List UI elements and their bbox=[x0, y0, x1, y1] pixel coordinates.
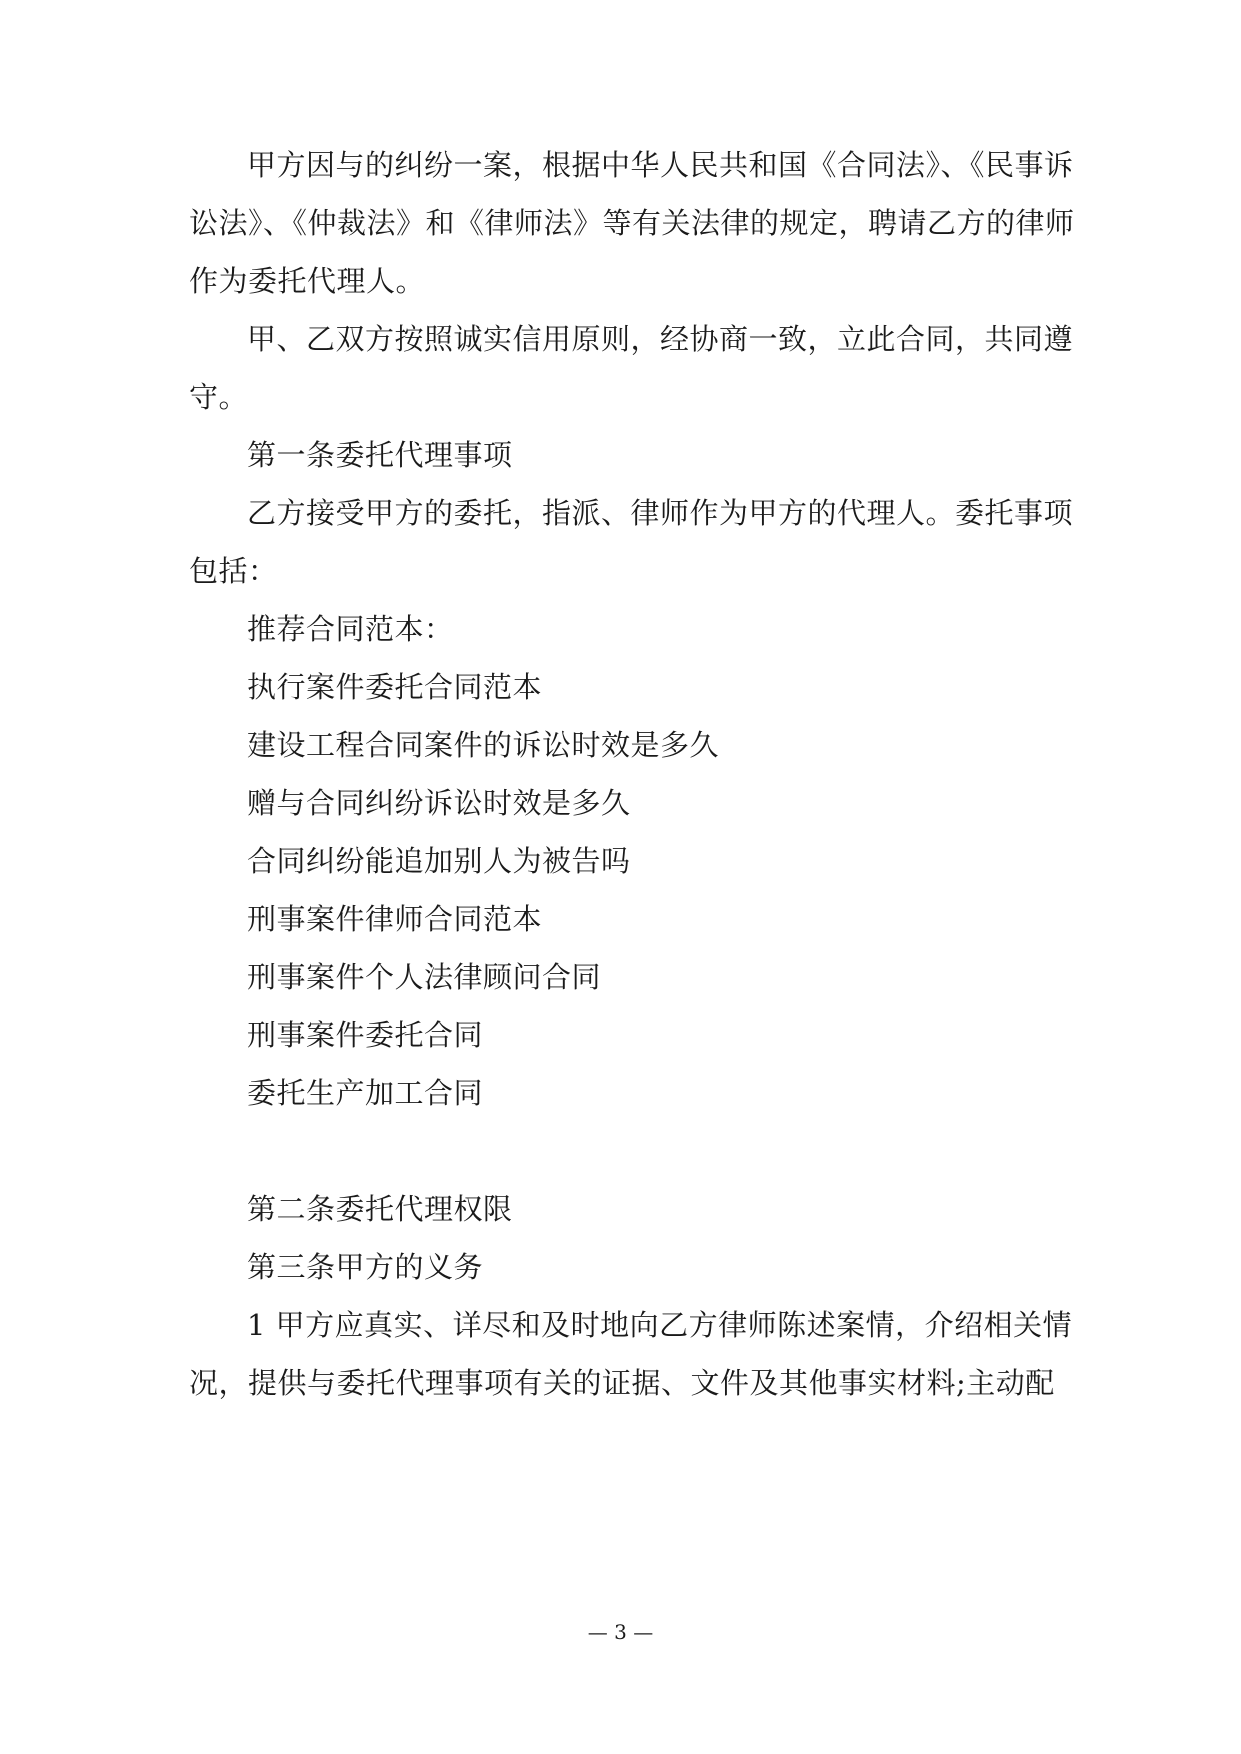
paragraph-1-line-1: 甲方因与的纠纷一案，根据中华人民共和国《合同法》、《民事诉 bbox=[247, 148, 1074, 182]
paragraph-3-line-2: 包括： bbox=[189, 554, 278, 588]
paragraph-2-line-1: 甲、乙双方按照诚实信用原则，经协商一致，立此合同，共同遵 bbox=[247, 322, 1074, 356]
paragraph-2-line-2: 守。 bbox=[189, 380, 249, 414]
paragraph-3-line-1: 乙方接受甲方的委托，指派、律师作为甲方的代理人。委托事项 bbox=[247, 496, 1074, 530]
article-1-heading: 第一条委托代理事项 bbox=[247, 438, 513, 472]
recommended-item: 刑事案件个人法律顾问合同 bbox=[247, 960, 602, 994]
recommended-heading: 推荐合同范本： bbox=[247, 612, 454, 646]
recommended-item: 委托生产加工合同 bbox=[247, 1076, 484, 1110]
recommended-item: 赠与合同纠纷诉讼时效是多久 bbox=[247, 786, 631, 820]
paragraph-4-line-2: 况，提供与委托代理事项有关的证据、文件及其他事实材料;主动配 bbox=[189, 1366, 1055, 1400]
recommended-item: 执行案件委托合同范本 bbox=[247, 670, 543, 704]
recommended-item: 刑事案件委托合同 bbox=[247, 1018, 484, 1052]
paragraph-1-line-2: 讼法》、《仲裁法》和《律师法》等有关法律的规定，聘请乙方的律师 bbox=[189, 206, 1075, 240]
paragraph-1-line-3: 作为委托代理人。 bbox=[189, 264, 426, 298]
article-2-heading: 第二条委托代理权限 bbox=[247, 1192, 513, 1226]
article-3-heading: 第三条甲方的义务 bbox=[247, 1250, 484, 1284]
recommended-item: 合同纠纷能追加别人为被告吗 bbox=[247, 844, 631, 878]
paragraph-4-line-1: 1 甲方应真实、详尽和及时地向乙方律师陈述案情，介绍相关情 bbox=[247, 1308, 1073, 1342]
recommended-item: 建设工程合同案件的诉讼时效是多久 bbox=[247, 728, 720, 762]
recommended-item: 刑事案件律师合同范本 bbox=[247, 902, 543, 936]
page-number: — 3 — bbox=[587, 1620, 654, 1644]
